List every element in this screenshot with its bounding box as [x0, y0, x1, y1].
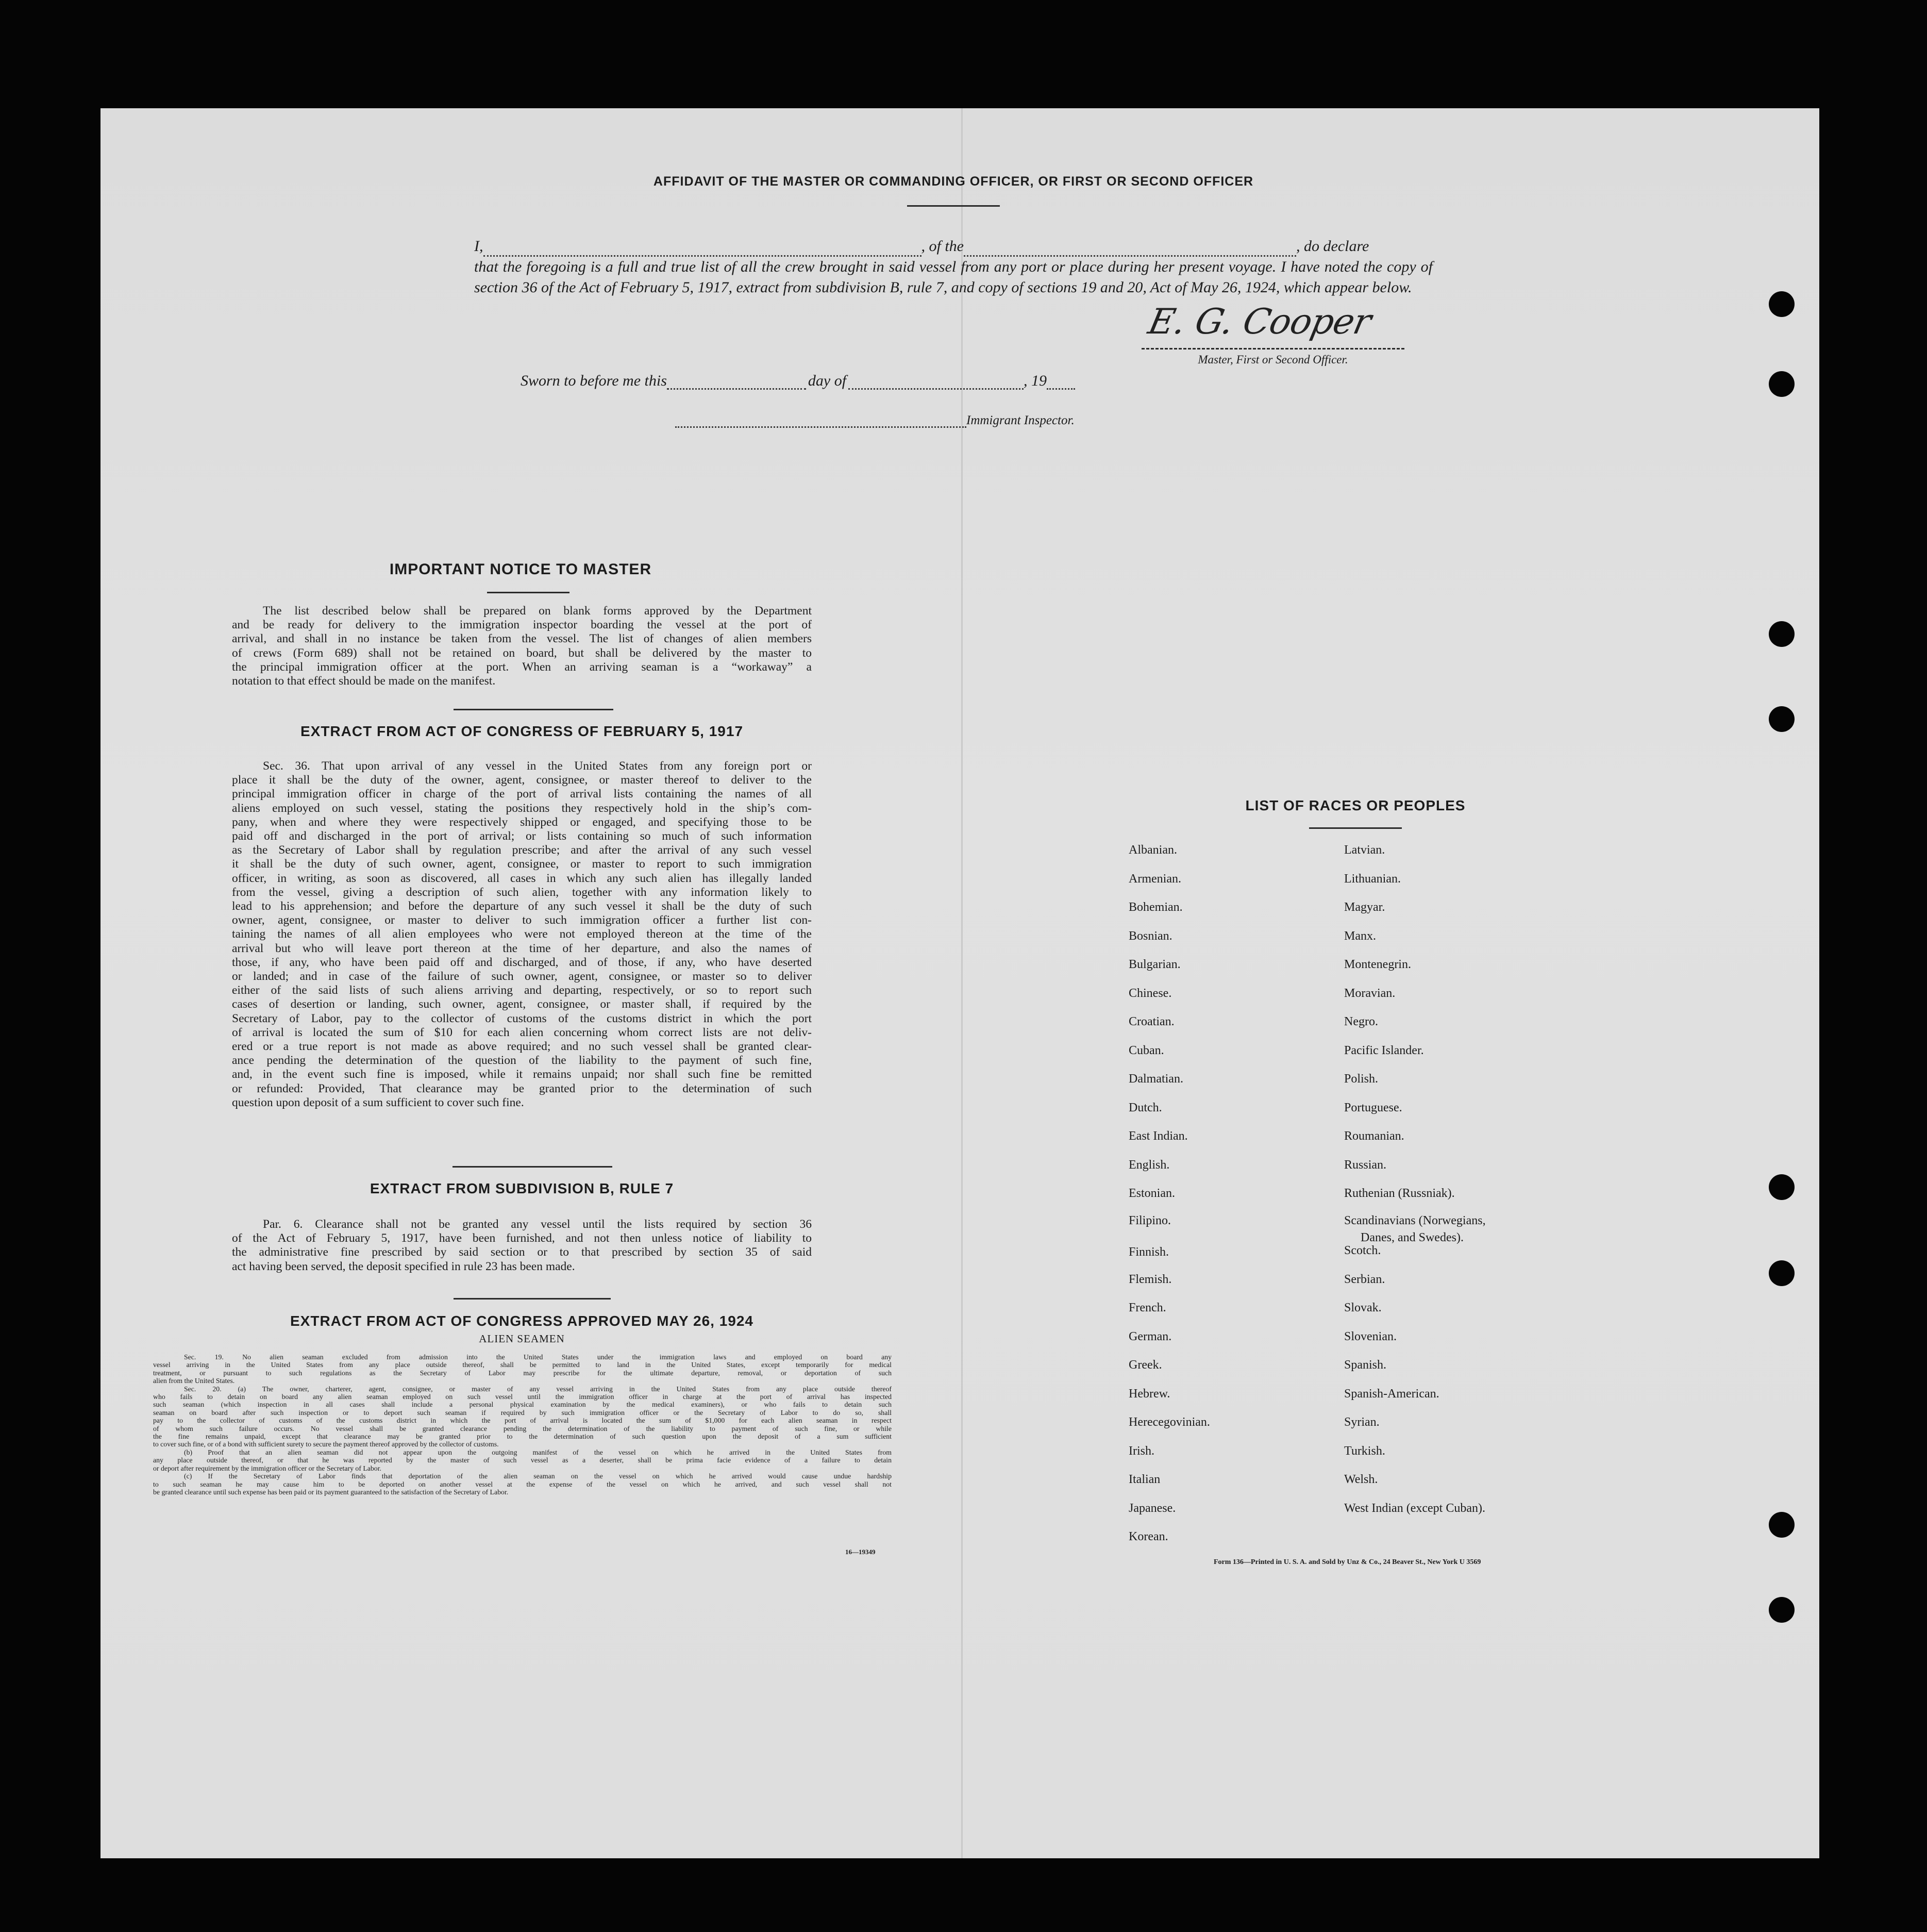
race-item: Bosnian.	[1129, 929, 1172, 943]
race-item: Slovenian.	[1344, 1329, 1397, 1343]
signature	[1145, 296, 1392, 353]
race-item: Dalmatian.	[1129, 1072, 1183, 1086]
notice-body: The list described below shall be prepared on blank forms approved by the Department and be ready for delivery to the immigration inspector boarding the vessel at the port of arrival, and shall in no instance be taken from the vessel. The list of changes of alien members of crews (Form 689) shall not be retained on board, but shall be delivered by the master to the principal immigration officer at the port. When an arriving seaman is a “workaway” a notation to that effect should be made on the manifest.	[232, 604, 812, 688]
race-item: West Indian (except Cuban).	[1344, 1501, 1485, 1515]
affidavit-title: AFFIDAVIT OF THE MASTER OR COMMANDING OFFICER, OR FIRST OR SECOND OFFICER	[653, 174, 1254, 189]
race-item: Polish.	[1344, 1072, 1379, 1086]
race-item: Negro.	[1344, 1015, 1378, 1028]
binder-hole	[1769, 291, 1795, 317]
race-item: Flemish.	[1129, 1272, 1172, 1286]
affidavit-body: that the foregoing is a full and true list of all the crew brought in said vessel from any port or place during her present voyage. I have noted the copy of section 36 of the Act of February 5, 1917, extract from subdivision B, rule 7, and copy of sections 19 and 20, Act of May 26, 1924, which appear below.	[474, 258, 1433, 296]
race-item: Scandinavians (Norwegians,	[1344, 1213, 1486, 1227]
binder-hole	[1769, 1260, 1795, 1286]
race-item: Chinese.	[1129, 986, 1172, 1000]
race-item: Japanese.	[1129, 1501, 1176, 1515]
race-item: Ruthenian (Russniak).	[1344, 1187, 1455, 1200]
race-item: Portuguese.	[1344, 1101, 1402, 1114]
race-item: Magyar.	[1344, 901, 1385, 914]
notice-title: IMPORTANT NOTICE TO MASTER	[389, 561, 652, 578]
affidavit-declaration: I, , of the , do declare that the foregoing is a full and true list of all the crew brought in said vessel from any port or place during her present voyage. I have noted the copy of section 36 of the Act of February 5, 1917, extract from subdivision B, rule 7, and copy of sections 19 and 20, Act of May 26, 1924, which appear below.	[474, 236, 1433, 298]
extract-rule7-title: EXTRACT FROM SUBDIVISION B, RULE 7	[370, 1180, 674, 1196]
extract-1924-title: EXTRACT FROM ACT OF CONGRESS APPROVED MAY 26, 1924	[290, 1313, 753, 1329]
section-divider	[453, 1166, 612, 1168]
month-blank	[848, 378, 1024, 390]
races-title: LIST OF RACES OR PEOPLES	[1245, 797, 1466, 813]
race-item: Slovak.	[1344, 1301, 1382, 1314]
race-item: East Indian.	[1129, 1129, 1188, 1143]
page-fold	[961, 108, 963, 1858]
binder-hole	[1769, 1174, 1795, 1200]
race-item: Latvian.	[1344, 843, 1385, 857]
race-item: German.	[1129, 1329, 1172, 1343]
race-item: Italian	[1129, 1473, 1161, 1486]
signature-label: Master, First or Second Officer.	[1198, 353, 1348, 366]
race-item: Dutch.	[1129, 1101, 1162, 1114]
race-item: Korean.	[1129, 1530, 1168, 1543]
race-item: Bulgarian.	[1129, 958, 1181, 971]
day-blank	[667, 378, 806, 390]
binder-hole	[1769, 706, 1795, 732]
binder-hole	[1769, 371, 1795, 397]
name-blank	[483, 245, 921, 257]
race-item: Estonian.	[1129, 1187, 1175, 1200]
year-blank	[1047, 378, 1075, 390]
race-item: Cuban.	[1129, 1043, 1164, 1057]
race-item: Armenian.	[1129, 872, 1181, 886]
race-item: Russian.	[1344, 1158, 1387, 1172]
race-item: Hebrew.	[1129, 1387, 1170, 1401]
race-item: Montenegrin.	[1344, 958, 1411, 971]
signature-line	[1142, 348, 1404, 349]
race-item: Serbian.	[1344, 1272, 1385, 1286]
extract-1917-title: EXTRACT FROM ACT OF CONGRESS OF FEBRUARY 5, 1917	[300, 723, 744, 739]
race-item: Irish.	[1129, 1444, 1154, 1458]
race-item: Herecegovinian.	[1129, 1415, 1210, 1429]
races-divider	[1309, 827, 1402, 829]
race-item: Scotch.	[1344, 1244, 1381, 1257]
inspector-line: Immigrant Inspector.	[675, 413, 1139, 428]
race-item: Syrian.	[1344, 1415, 1380, 1429]
extract-1924-body: Sec. 19. No alien seaman excluded from admission into the United States under the immigration laws and employed on board any vessel arriving in the United States from any place outside thereof, shall be permitted to land in the United States, except temporarily for medical treatment, or pursuant to such regulations as the Secretary of Labor may prescribe for the ultimate departure, removal, or deportation of such alien from the United States. Sec. 20. (a) The owner, charterer, agent, consignee, or master of any vessel arriving in the United States from any place outside thereof who fails to detain on board any alien seaman employed on such vessel until the immigration officer in charge at the port of arrival has inspected such seaman (which inspection in all cases shall include a personal physical examination by the medical examiners), or who fails to detain such seaman on board after such inspection or to deport such seaman if required by such immigration officer or the Secretary of Labor to do so, shall pay to the collector of customs of the customs district in which the port of arrival is located the sum of $1,000 for each alien seaman in respect of whom such failure occurs. No vessel shall be granted clearance pending the determination of the liability to payment of such fine, or while the fine remains unpaid, except that clearance may be granted prior to the determination of such question upon the deposit of a sum sufficient to cover such fine, or of a bond with sufficient surety to secure the payment thereof approved by the collector of customs. (b) Proof that an alien seaman did not appear upon the outgoing manifest of the vessel on which he arrived in the United States from any place outside thereof, or that he was reported by the master of such vessel as a deserter, shall be prima facie evidence of a failure to detain or deport after requirement by the immigration officer or the Secretary of Labor. (c) If the Secretary of Labor finds that deportation of the alien seaman on the vessel on which he arrived would cause undue hardship to such seaman he may cause him to be deported on another vessel at the expense of the vessel on which he arrived, and such vessel shall not be granted clearance until such expense has been paid or its payment guaranteed to the satisfaction of the Secretary of Labor.	[153, 1353, 892, 1496]
race-item: English.	[1129, 1158, 1170, 1172]
race-item: French.	[1129, 1301, 1166, 1314]
section-divider	[454, 709, 613, 710]
race-item: Greek.	[1129, 1358, 1162, 1372]
vessel-blank	[964, 245, 1296, 257]
race-item: Pacific Islander.	[1344, 1043, 1424, 1057]
race-item: Spanish-American.	[1344, 1387, 1439, 1401]
race-item: Lithuanian.	[1344, 872, 1401, 886]
race-item: Finnish.	[1129, 1245, 1169, 1259]
sworn-statement: Sworn to before me this day of , 19	[521, 372, 1139, 390]
form-number: 16—19349	[845, 1548, 876, 1556]
race-item: Spanish.	[1344, 1358, 1387, 1372]
binder-hole	[1769, 1512, 1795, 1538]
race-item: Danes, and Swedes).	[1361, 1230, 1464, 1244]
inspector-blank	[675, 416, 966, 428]
race-item: Turkish.	[1344, 1444, 1385, 1458]
race-item: Croatian.	[1129, 1015, 1175, 1028]
race-item: Welsh.	[1344, 1473, 1378, 1486]
extract-rule7-body: Par. 6. Clearance shall not be granted any vessel until the lists required by section 36 of the Act of February 5, 1917, have been furnished, and not then unless notice of liability to the administrative fine prescribed by said section or to that prescribed by section 35 of said act having been served, the deposit specified in rule 23 has been made.	[232, 1218, 812, 1273]
title-divider	[907, 205, 1000, 207]
binder-hole	[1769, 1597, 1795, 1623]
binder-hole	[1769, 621, 1795, 647]
form-printer-note: Form 136—Printed in U. S. A. and Sold by Unz & Co., 24 Beaver St., New York U 3569	[1214, 1558, 1481, 1566]
race-item: Filipino.	[1129, 1213, 1171, 1227]
extract-1924-subtitle: ALIEN SEAMEN	[479, 1333, 565, 1345]
extract-1917-body: Sec. 36. That upon arrival of any vessel in the United States from any foreign port or place it shall be the duty of the owner, agent, consignee, or master thereof to deliver to the principal immigration officer in charge of the port of arrival lists containing the names of all aliens employed on such vessel, stating the positions they respectively hold in the ship’s com- pany, when and where they were respectively shipped or engaged, and specifying those to be paid off and discharged in the port of arrival; or lists containing so much of such information as the Secretary of Labor shall by regulation prescribe; and after the arrival of any such vessel it shall be the duty of such owner, agent, consignee, or master to report to such immigration officer, in writing, as soon as discovered, all cases in which any such alien has illegally landed from the vessel, giving a description of such alien, together with any information likely to lead to his apprehension; and before the departure of any such vessel it shall be the duty of such owner, agent, consignee, or master to deliver to such immigration officer a further list con- taining the names of all alien employees who were not employed thereon at the time of the arrival but who will leave port thereon at the time of her departure, and also the names of those, if any, who have been paid off and discharged, and of those, if any, who have deserted or landed; and in case of the failure of such owner, agent, consignee, or master so to deliver either of the said lists of such aliens arriving and departing, respectively, or so to report such cases of desertion or landing, such owner, agent, consignee, or master shall, if required by the Secretary of Labor, pay to the collector of customs of the customs district in which the port of arrival is located the sum of $10 for each alien concerning whom correct lists are not deliv- ered or a true report is not made as above required; and no such vessel shall be granted clear- ance pending the determination of the question of the liability to the payment of such fine, and, in the event such fine is imposed, while it remains unpaid; nor shall such fine be remitted or refunded: Provided, That clearance may be granted prior to the determination of such question upon deposit of a sum sufficient to cover such fine.	[232, 759, 812, 1109]
race-item: Albanian.	[1129, 843, 1177, 857]
race-item: Roumanian.	[1344, 1129, 1404, 1143]
race-item: Manx.	[1344, 929, 1376, 943]
svg-text:E. G. Cooper: E. G. Cooper	[1145, 301, 1375, 342]
section-divider	[454, 1298, 611, 1300]
race-item: Moravian.	[1344, 986, 1396, 1000]
race-item: Bohemian.	[1129, 901, 1183, 914]
notice-divider	[487, 592, 569, 593]
